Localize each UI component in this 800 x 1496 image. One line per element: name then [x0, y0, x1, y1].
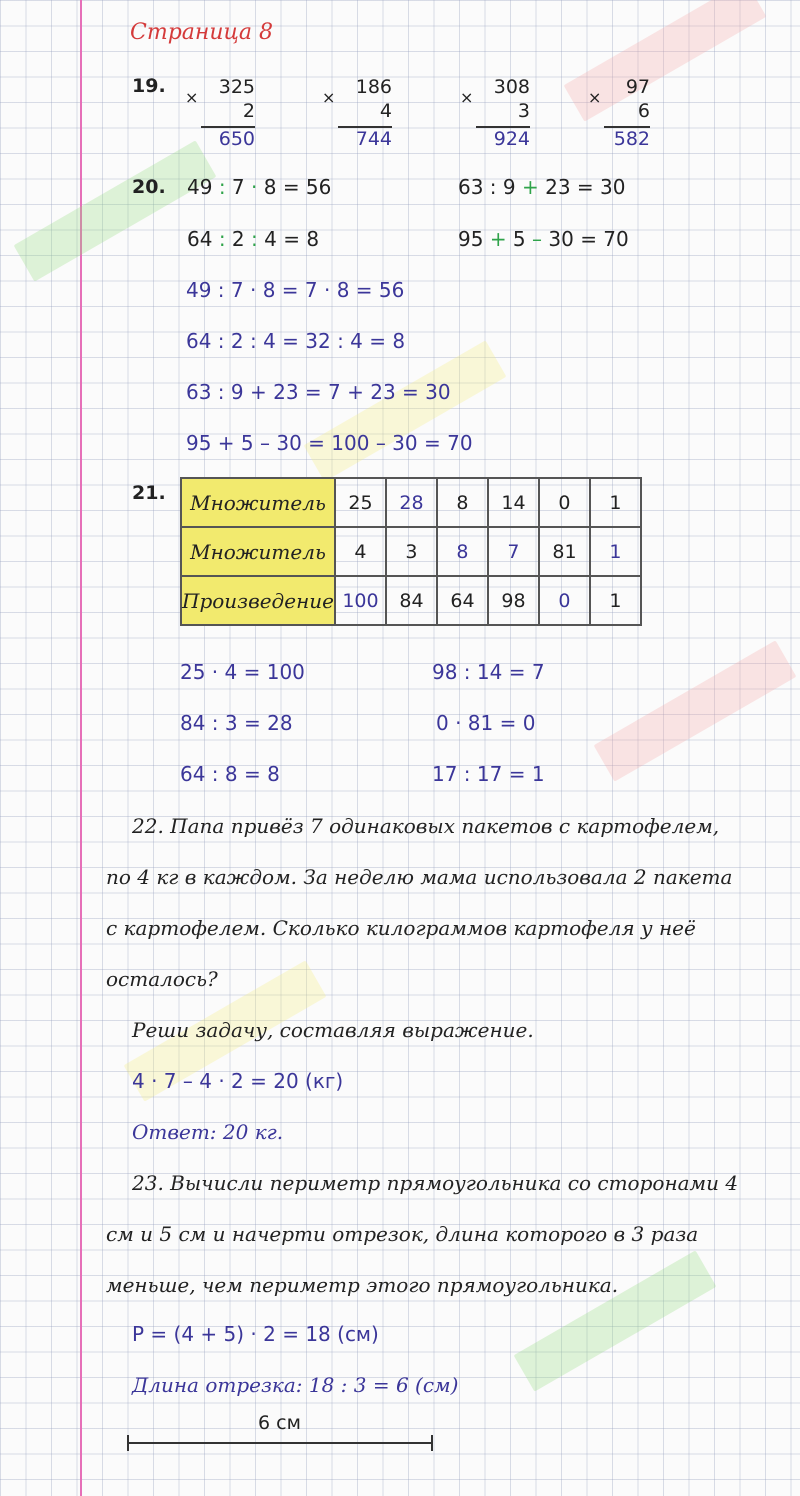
table-cell: 1	[590, 478, 641, 527]
table-cell: 1	[590, 527, 641, 576]
task22-text-line: по 4 кг в каждом. За неделю мама использовала 2 пакета	[106, 865, 733, 889]
operator: :	[218, 227, 226, 251]
task23-text-line: 23. Вычисли периметр прямоугольника со сторонами 4	[132, 1171, 739, 1195]
table-row	[181, 576, 641, 625]
check-equation: 98 : 14 = 7	[432, 660, 545, 684]
watermark	[304, 340, 507, 481]
times-sign: ×	[322, 88, 336, 107]
table-cell: 3	[386, 527, 437, 576]
operator: +	[521, 175, 539, 199]
operator: –	[532, 227, 543, 251]
times-sign: ×	[185, 88, 199, 107]
expr-part: 4 = 8	[257, 227, 320, 251]
operator: :	[251, 227, 258, 251]
operator: +	[489, 227, 507, 251]
watermark	[14, 140, 217, 281]
expr-part: 5	[506, 227, 533, 251]
watermark	[594, 640, 797, 781]
factor-a: 308	[493, 76, 530, 98]
solution-line: 95 + 5 – 30 = 100 – 30 = 70	[186, 431, 473, 455]
task22-text-line: осталось?	[106, 967, 218, 991]
expr-part: 63 : 9	[458, 175, 522, 199]
factor-b: 3	[517, 100, 530, 122]
task23-text-line: меньше, чем периметр этого прямоугольника.	[106, 1273, 619, 1297]
table-cell: 64	[437, 576, 488, 625]
solution-line: 49 : 7 · 8 = 7 · 8 = 56	[186, 278, 405, 302]
operator: ·	[251, 175, 258, 199]
table-row	[181, 527, 641, 576]
table-cell: 1	[590, 576, 641, 625]
expression-row2-right	[458, 227, 629, 251]
table-cell: 25	[335, 478, 386, 527]
task22-solution: 4 · 7 – 4 · 2 = 20 (кг)	[132, 1069, 344, 1093]
table-cell: 14	[488, 478, 539, 527]
factor-b: 2	[242, 100, 255, 122]
task22-answer: Ответ: 20 кг.	[132, 1120, 284, 1144]
task23-segment-calc: Длина отрезка: 18 : 3 = 6 (см)	[132, 1373, 459, 1397]
table-cell: 8	[437, 527, 488, 576]
expr-part: 95	[458, 227, 490, 251]
row-header: Множитель	[181, 527, 335, 576]
product: 924	[493, 128, 530, 150]
expression-row1-right	[458, 175, 625, 199]
multiplication-2	[322, 76, 392, 156]
expr-part: 7	[225, 175, 252, 199]
table-cell: 98	[488, 576, 539, 625]
task20-number: 20.	[132, 176, 166, 198]
expression-row2-left	[187, 227, 319, 251]
expr-part: 23 = 30	[538, 175, 626, 199]
table-cell: 7	[488, 527, 539, 576]
factor-b: 4	[379, 100, 392, 122]
segment-label: 6 см	[258, 1412, 301, 1434]
expr-part: 2	[225, 227, 252, 251]
table-cell: 4	[335, 527, 386, 576]
factor-a: 186	[355, 76, 392, 98]
solution-line: 64 : 2 : 4 = 32 : 4 = 8	[186, 329, 406, 353]
table-cell: 84	[386, 576, 437, 625]
expr-part: 49	[187, 175, 219, 199]
check-equation: 84 : 3 = 28	[180, 711, 293, 735]
product: 650	[218, 128, 255, 150]
table-cell: 8	[437, 478, 488, 527]
row-header: Множитель	[181, 478, 335, 527]
task23-text-line: см и 5 см и начерти отрезок, длина которого в 3 раза	[106, 1222, 699, 1246]
factor-b: 6	[637, 100, 650, 122]
row-header: Произведение	[181, 576, 335, 625]
multiplication-table	[180, 477, 642, 626]
expr-part: 64	[187, 227, 219, 251]
task22-text-line: 22. Папа привёз 7 одинаковых пакетов с картофелем,	[132, 814, 720, 838]
table-row	[181, 478, 641, 527]
factor-a: 325	[218, 76, 255, 98]
watermark	[514, 1250, 717, 1391]
drawn-segment	[128, 1442, 433, 1444]
table-cell: 28	[386, 478, 437, 527]
solution-line: 63 : 9 + 23 = 7 + 23 = 30	[186, 380, 451, 404]
task22-text-line: с картофелем. Сколько килограммов картофеля у неё	[106, 916, 696, 940]
expr-part: 8 = 56	[257, 175, 332, 199]
table-cell: 81	[539, 527, 590, 576]
table-cell: 0	[539, 576, 590, 625]
times-sign: ×	[588, 88, 602, 107]
check-equation: 25 · 4 = 100	[180, 660, 305, 684]
multiplication-1	[185, 76, 255, 156]
task21-number: 21.	[132, 482, 166, 504]
product: 744	[355, 128, 392, 150]
product: 582	[613, 128, 650, 150]
page-title: Страница 8	[130, 20, 274, 45]
table-cell: 0	[539, 478, 590, 527]
expr-part: 30 = 70	[542, 227, 629, 251]
task22-instruction: Реши задачу, составляя выражение.	[132, 1018, 534, 1042]
multiplication-4	[588, 76, 650, 156]
segment-tick-end	[431, 1435, 433, 1451]
check-equation: 64 : 8 = 8	[180, 762, 280, 786]
times-sign: ×	[460, 88, 474, 107]
task23-perimeter: P = (4 + 5) · 2 = 18 (см)	[132, 1322, 379, 1346]
segment-tick-start	[127, 1435, 129, 1451]
multiplication-3	[460, 76, 530, 156]
operator: :	[218, 175, 226, 199]
factor-a: 97	[625, 76, 650, 98]
table-cell: 100	[335, 576, 386, 625]
check-equation: 17 : 17 = 1	[432, 762, 545, 786]
task19-number: 19.	[132, 75, 166, 97]
check-equation: 0 · 81 = 0	[436, 711, 536, 735]
expression-row1-left	[187, 175, 331, 199]
